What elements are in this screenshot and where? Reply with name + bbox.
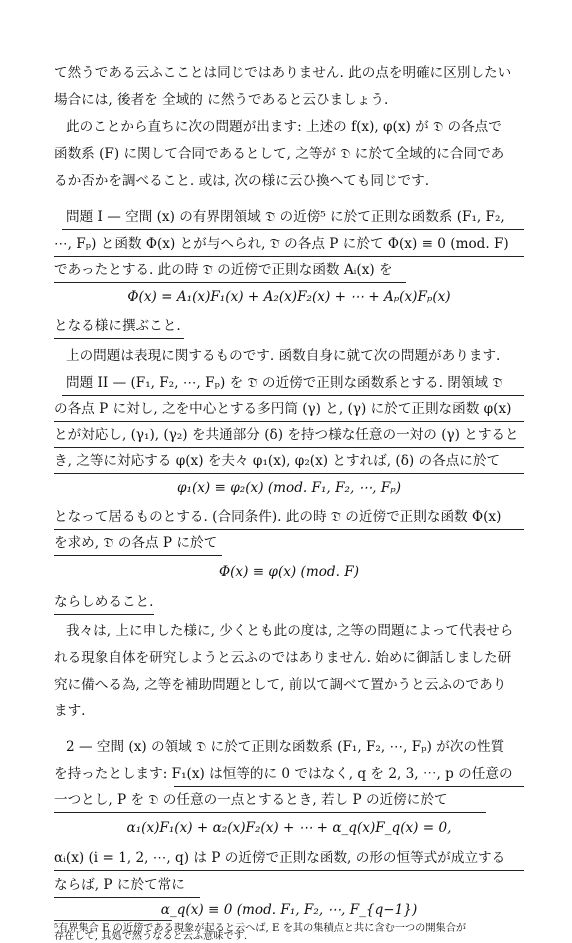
underline-rule [54, 812, 486, 813]
problem-1-closing: となる様に撰ぶこと. [54, 318, 181, 334]
problem-1-line: ⋯, Fₚ) と函数 Φ(x) とが与へられ, 𝔇̄ の各点 P に於て Φ(x) ≡ 0 (mod. F) [54, 236, 509, 252]
footnote-line: ⁵有界集合 E の近傍である現象が起ると云へば, E を其の集積点と共に含む一つの開集合が [54, 923, 467, 934]
underline-rule [54, 338, 184, 339]
underline-rule [54, 870, 524, 871]
underline-rule [62, 395, 524, 396]
text-line: て然うである云ふこことは同じではありません. 此の点を明確に区別したい [54, 65, 512, 81]
equation: φ₁(x) ≡ φ₂(x) (mod. F₁, F₂, ⋯, Fₚ) [176, 480, 401, 496]
equation: Φ(x) ≡ φ(x) (mod. F) [218, 564, 360, 580]
section-2-line: 2 — 空間 (x) の領域 𝔇 に於て正則な函数系 (F₁, F₂, ⋯, Fₚ) が次の性質 [66, 739, 505, 755]
problem-1-line: であったとする. 此の時 𝔇̄ の近傍で正則な函数 Aᵢ(x) を [54, 262, 393, 278]
underline-rule [54, 897, 200, 898]
section-2-line: αᵢ(x) (i = 1, 2, ⋯, q) は P の近傍で正則な函数, の形の恒等式が成立する [54, 850, 506, 866]
text-line: 此のことから直ちに次の問題が出ます: 上述の f(x), φ(x) が 𝔇 の各点で [66, 119, 502, 135]
problem-2-line: とが対応し, (γ₁), (γ₂) を共通部分 (δ) を持つ様な任意の一対の (γ) とすると [54, 427, 519, 443]
underline-rule [54, 256, 524, 257]
underline-rule [54, 529, 524, 530]
text-line: 函数系 (F) に関して合同であるとして, 之等が 𝔇 に於て全域的に合同であ [54, 146, 505, 162]
problem-2-line: となって居るものとする. (合同条件). 此の時 𝔇̄ の近傍で正則な函数 Φ(x) [54, 509, 502, 525]
underline-rule [174, 786, 524, 787]
section-2-line: ならば, P に於て常に [54, 877, 185, 893]
section-2-line: 一つとし, P を 𝔇 の任意の一点とするとき, 若し P の近傍に於て [54, 792, 448, 808]
underline-rule [54, 282, 406, 283]
underline-rule [54, 447, 524, 448]
text-line: ます. [54, 703, 86, 719]
problem-2-line: き, 之等に対応する φ(x) を夫々 φ₁(x), φ₂(x) とすれば, (δ) の各点に於て [54, 453, 501, 469]
problem-2-closing: ならしめること. [54, 594, 154, 610]
section-2-line: を持ったとします: F₁(x) は恒等的に 0 ではなく, q を 2, 3, ⋯, p の任意の [54, 766, 513, 782]
text-line: れる現象自体を研究しようと云ふのではありません. 始めに御話しました研 [54, 650, 512, 666]
equation: Φ(x) = A₁(x)F₁(x) + A₂(x)F₂(x) + ⋯ + Aₚ(x)Fₚ(x) [127, 289, 451, 305]
problem-2-line: 問題 II — (F₁, F₂, ⋯, Fₚ) を 𝔇̄ の近傍で正則な函数系とする. 閉領域 𝔇̄ [66, 375, 503, 391]
text-line: 我々は, 上に申した様に, 少くとも此の度は, 之等の問題によって代表せら [66, 623, 514, 639]
footnote-line: 存在して, 其処で然うなると云ふ意味です. [54, 931, 248, 942]
underline-rule [62, 229, 524, 230]
footnote-rule [54, 920, 172, 921]
underline-rule [54, 555, 222, 556]
underline-rule [54, 473, 524, 474]
problem-2-line: の各点 P に対し, 之を中心とする多円筒 (γ) と, (γ) に於て正則な函数 φ(x) [54, 401, 512, 417]
equation: α_q(x) ≡ 0 (mod. F₁, F₂, ⋯, F_{q−1}) [160, 902, 418, 918]
text-line: 上の問題は表現に関するものです. 函数自身に就て次の問題があります. [66, 348, 501, 364]
text-line: 究に備へる為, 之等を補助問題として, 前以て調べて置かうと云ふのであり [54, 677, 507, 693]
problem-2-line: を求め, 𝔇̄ の各点 P に於て [54, 535, 218, 551]
problem-1-line: 問題 I — 空間 (x) の有界閉領域 𝔇̄ の近傍⁵ に於て正則な函数系 (F₁, F₂, [66, 209, 505, 225]
text-line: 場合には, 後者を 全域的 に然うであると云ひましょう. [54, 92, 389, 108]
equation: α₁(x)F₁(x) + α₂(x)F₂(x) + ⋯ + α_q(x)F_q(x) = 0, [126, 820, 452, 836]
underline-rule [54, 421, 524, 422]
underline-rule [54, 614, 154, 615]
text-line: るか否かを調べること. 或は, 次の様に云ひ換へても同じです. [54, 173, 430, 189]
